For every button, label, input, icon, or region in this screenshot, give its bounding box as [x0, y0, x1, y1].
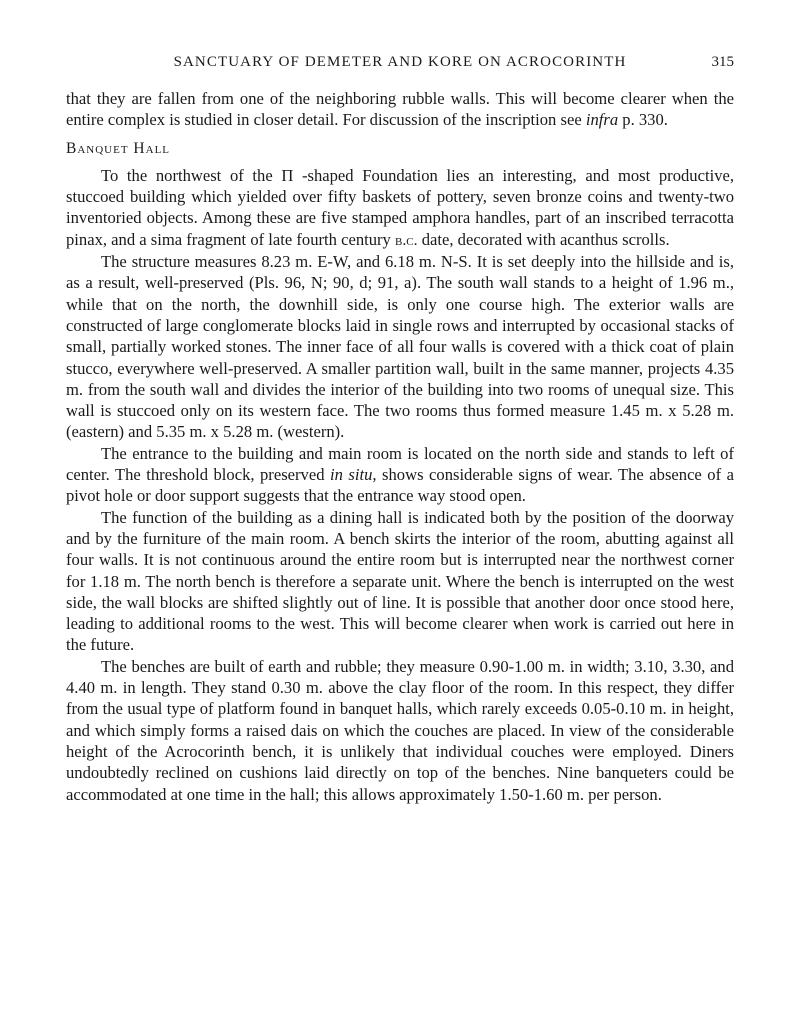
paragraph-text: shows considerable signs of wear. The absence of a pivot hole or door support suggests that the entrance way stood open. — [66, 465, 734, 506]
paragraph-text: date, decorated with acanthus scrolls. — [421, 229, 670, 249]
paragraph — [66, 443, 734, 507]
paragraph-text: The entrance to the building and main room is located on the north side and stands to left of center. The threshold block, preserved — [66, 443, 734, 485]
italic-term: in situ, — [330, 465, 377, 485]
running-head — [66, 54, 734, 76]
section-heading: Banquet Hall — [66, 139, 171, 157]
paragraph-text: To the northwest of the Π -shaped Foundation lies an interesting, and most productive, stuccoed building which yielded over fifty baskets of pottery, seven bronze coins and twenty-two inventoried objects. Among these are five stamped amphora handles, part of an inscribed terracotta pinax, and a sima fragment of late fourth century — [66, 165, 734, 249]
paragraph: The function of the building as a dining hall is indicated both by the position of the doorway and by the furniture of the main room. A bench skirts the interior of the room, abutting against all four walls. It is not continuous around the entire room but is interrupted near the northwest corner for 1.18 m. The north bench is therefore a separate unit. Where the bench is interrupted on the west side, the wall blocks are shifted slightly out of line. It is possible that another door once stood here, leading to additional rooms to the west. This will become clearer when work is carried out here in the future. — [66, 507, 734, 655]
running-title: SANCTUARY OF DEMETER AND KORE ON ACROCORINTH — [173, 54, 627, 70]
paragraph — [66, 165, 734, 251]
paragraph: The structure measures 8.23 m. E-W, and 6.18 m. N-S. It is set deeply into the hillside and is, as a result, well-preserved (Pls. 96, N; 90, d; 91, a). The south wall stands to a height of 1.96 m., while that on the north, the downhill side, is only one course high. The exterior walls are constructed of large conglomerate blocks laid in single rows and interrupted by occasional stacks of small, partially worked stones. The inner face of all four walls is covered with a thick coat of plain stucco, everywhere well-preserved. A smaller partition wall, built in the same manner, projects 4.35 m. from the south wall and divides the interior of the building into two rooms of unequal size. This wall is stuccoed only on its western face. The two rooms thus formed measure 1.45 m. x 5.28 m. (eastern) and 5.35 m. x 5.28 m. (western). — [66, 252, 734, 442]
italic-term: infra — [585, 110, 619, 130]
paragraph-continuation — [66, 88, 734, 131]
small-caps-term: b.c. — [395, 231, 418, 249]
page-number: 315 — [711, 54, 734, 70]
paragraph-text: p. 330. — [622, 110, 668, 130]
body-text — [66, 88, 734, 805]
paragraph: The benches are built of earth and rubble; they measure 0.90-1.00 m. in width; 3.10, 3.30, and 4.40 m. in length. They stand 0.30 m. above the clay floor of the room. In this respect, they differ from the usual type of platform found in banquet halls, which rarely exceeds 0.05-0.10 m. in height, and which simply forms a raised dais on which the couches are placed. In view of the considerable height of the Acrocorinth bench, it is unlikely that individual couches were employed. Diners undoubtedly reclined on cushions laid directly on top of the benches. Nine banqueters could be accommodated at one time in the hall; this allows approximately 1.50-1.60 m. per person. — [66, 656, 734, 804]
paragraph-text: that they are fallen from one of the neighboring rubble walls. This will become clearer when the entire complex is studied in closer detail. For discussion of the inscription see — [66, 89, 734, 130]
